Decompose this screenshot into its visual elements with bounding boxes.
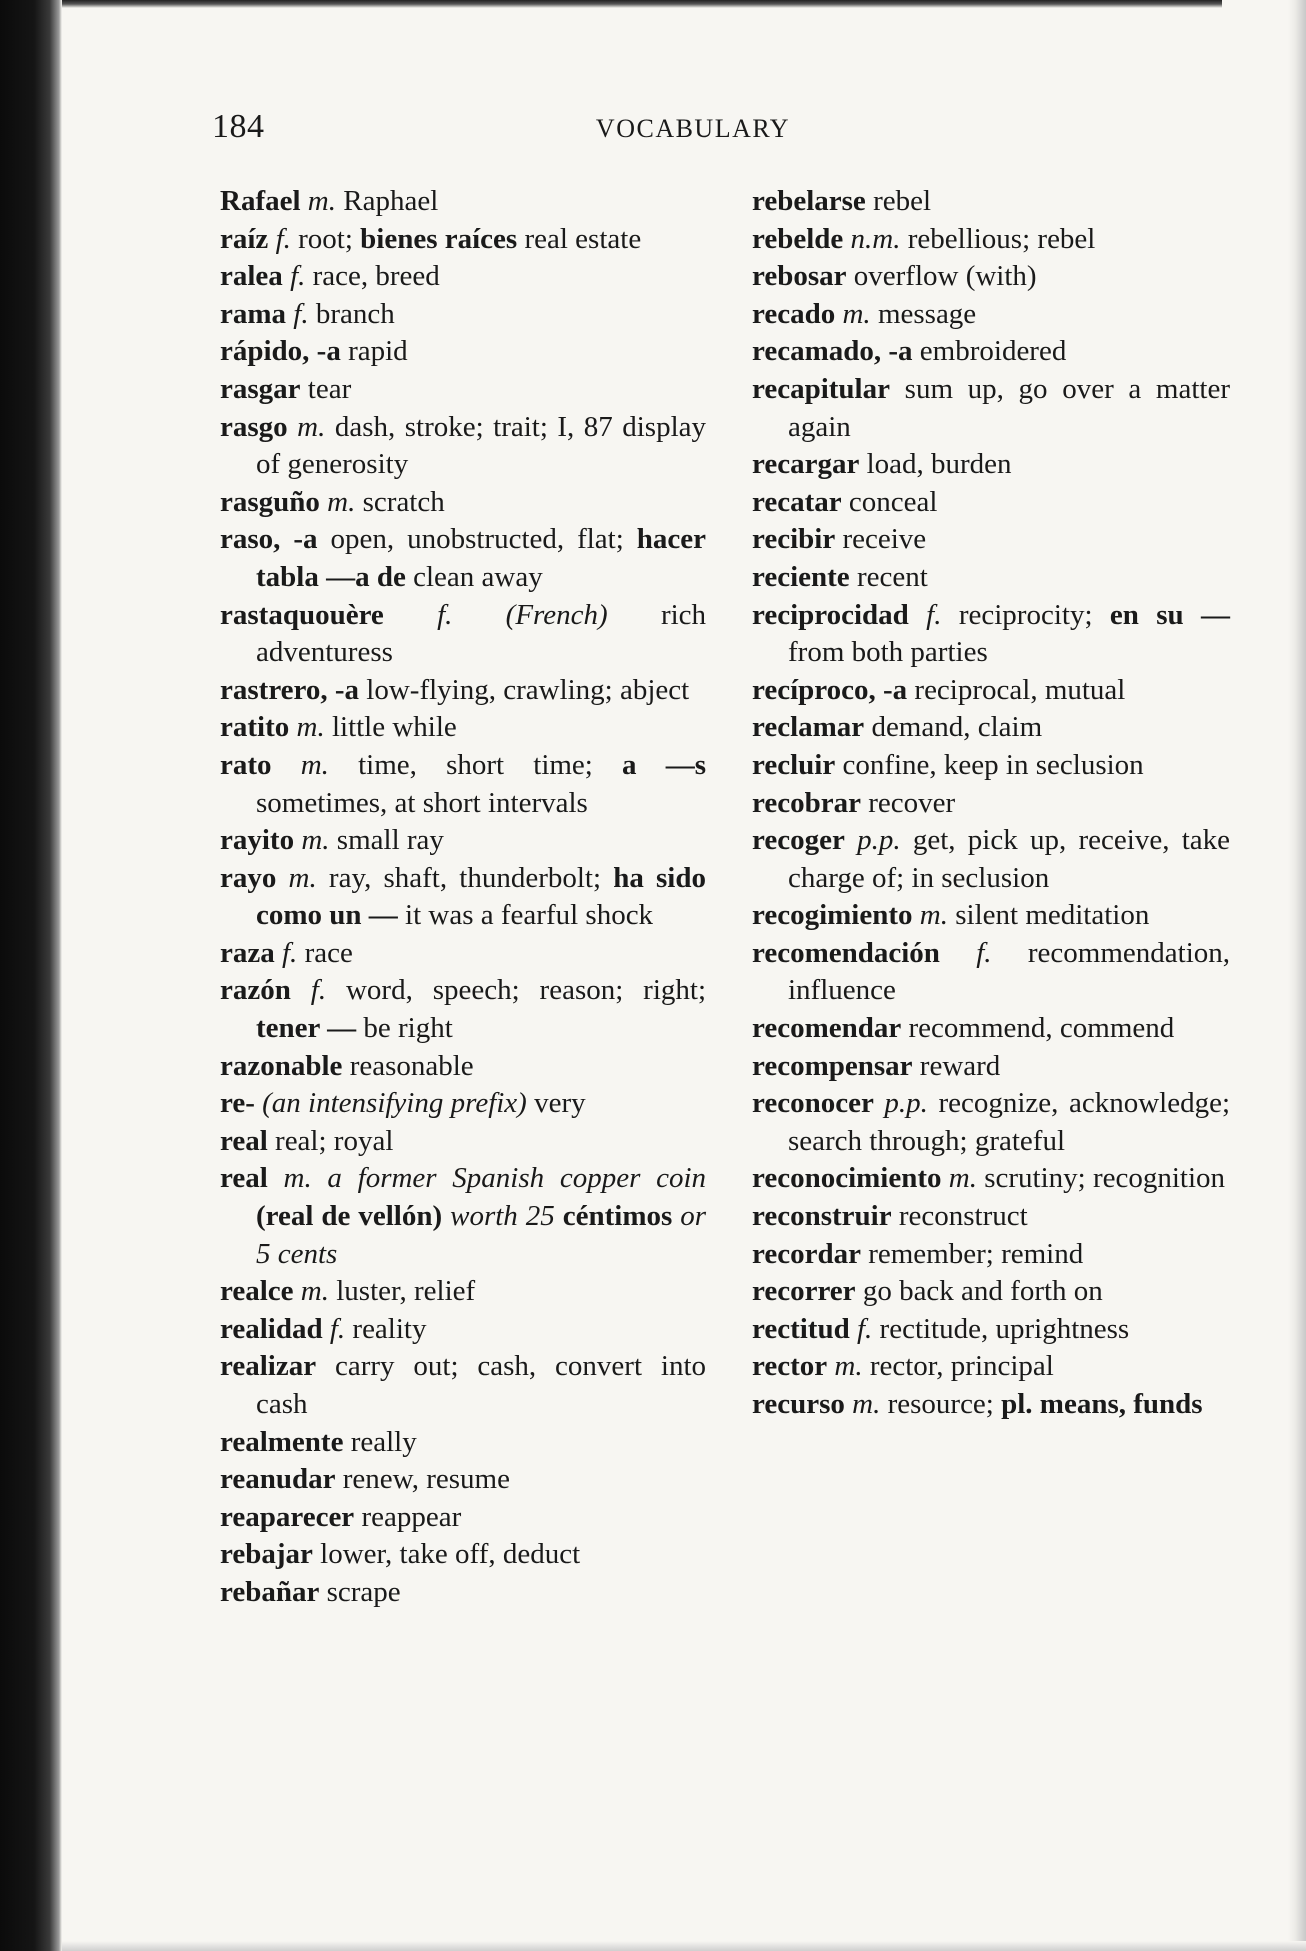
grammar-label: m. [300, 1275, 329, 1308]
dictionary-entry [220, 1499, 706, 1537]
grammar-label: m. [301, 824, 330, 857]
dictionary-entry [752, 258, 1230, 296]
headword: rebelde [752, 222, 844, 255]
dictionary-entry [220, 371, 706, 409]
grammar-label: f. [275, 222, 291, 255]
dictionary-entry [752, 559, 1230, 597]
headword: real [220, 1162, 268, 1195]
bold-phrase: a —s [622, 748, 707, 781]
dictionary-entry [220, 1273, 706, 1311]
dictionary-entry [220, 1085, 706, 1123]
definition: resource; [887, 1388, 994, 1420]
definition: get, pick up, receive, take charge of; [788, 824, 1231, 894]
dictionary-entry [220, 1574, 706, 1612]
headword: raso, -a [220, 523, 318, 556]
headword: recurso [752, 1388, 845, 1420]
headword: recomendación [752, 936, 940, 969]
definition: rector, principal [869, 1350, 1054, 1383]
dictionary-entry [220, 1311, 706, 1349]
headword: ralea [220, 260, 283, 293]
headword: rato [220, 748, 272, 781]
dictionary-entry [752, 1273, 1230, 1311]
headword: rama [220, 297, 287, 330]
italic-note: worth 25 [450, 1200, 555, 1233]
dictionary-entry [752, 709, 1230, 747]
definition: receive [842, 523, 927, 556]
dictionary-entry [752, 785, 1230, 823]
bold-phrase: (real de vellón) [256, 1200, 443, 1233]
definition: reconstruct [898, 1200, 1028, 1233]
grammar-label: m. [919, 899, 948, 932]
definition: real; royal [275, 1124, 394, 1157]
scan-shadow-top [62, 0, 1222, 8]
headword: recorrer [752, 1275, 856, 1308]
grammar-label: f. [437, 598, 453, 631]
definition: reappear [361, 1500, 462, 1533]
headword: recado [752, 297, 836, 330]
dictionary-entry [220, 972, 706, 1047]
definition: low-flying, crawling; abject [366, 673, 690, 706]
headword: recompensar [752, 1049, 913, 1082]
definition: remember; remind [868, 1237, 1084, 1270]
dictionary-entry [220, 672, 706, 710]
running-head: VOCABULARY [595, 114, 791, 143]
definition: scratch [362, 485, 445, 518]
headword: ratito [220, 711, 290, 744]
headword: rasgar [220, 372, 301, 405]
bold-phrase: tener — [256, 1012, 357, 1045]
grammar-label: m. [834, 1350, 863, 1383]
scan-shadow-bottom [62, 1941, 1306, 1951]
headword: rápido, -a [220, 335, 341, 368]
definition: embroidered [919, 335, 1067, 368]
headword: reconstruir [752, 1200, 892, 1233]
definition: scrape [326, 1575, 401, 1608]
headword: realizar [220, 1350, 317, 1383]
phrase-translation: real estate [524, 222, 642, 255]
dictionary-entry [220, 1461, 706, 1499]
headword: re- [220, 1087, 255, 1120]
bold-phrase: bienes raíces [360, 222, 518, 255]
definition: reward [919, 1049, 1001, 1082]
right-column [752, 183, 1230, 1424]
headword: recatar [752, 485, 842, 518]
headword: recíproco, -a [752, 673, 908, 706]
definition: recent [856, 560, 928, 593]
dictionary-entry [752, 597, 1230, 672]
definition: sum up, go over a matter again [788, 372, 1230, 443]
bold-phrase: céntimos [562, 1200, 673, 1233]
dictionary-entry [752, 296, 1230, 334]
phrase-translation: sometimes, at short intervals [256, 786, 588, 819]
dictionary-entry [220, 1160, 706, 1273]
dictionary-entry [752, 371, 1230, 446]
italic-note: n.m. [850, 222, 901, 255]
italic-note: (an intensifying prefix) [262, 1087, 527, 1120]
phrase-translation: grateful [974, 1124, 1066, 1157]
grammar-label: f. [293, 297, 309, 330]
definition: overflow (with) [853, 260, 1037, 293]
dictionary-entry [220, 1123, 706, 1161]
phrase-translation: rebel [1037, 222, 1096, 255]
definition: very [534, 1087, 586, 1120]
definition: lower, take off, deduct [320, 1538, 581, 1571]
bold-phrase: en su — [1109, 598, 1231, 631]
headword: recordar [752, 1237, 861, 1270]
definition: recover [868, 786, 956, 819]
dictionary-entry [752, 446, 1230, 484]
headword: rayito [220, 824, 295, 857]
dictionary-entry [752, 183, 1230, 221]
grammar-label: f. [856, 1312, 873, 1345]
headword: reclamar [752, 711, 865, 744]
dictionary-entry [752, 1386, 1230, 1424]
grammar-label: m. [300, 748, 329, 781]
grammar-label: f. [282, 936, 298, 969]
scan-shadow-left [0, 0, 62, 1951]
dictionary-entry [220, 597, 706, 672]
bold-phrase: ha sido como un — [256, 861, 706, 932]
headword: recargar [752, 448, 860, 481]
headword: recobrar [752, 786, 861, 819]
definition: confine, keep in seclusion [842, 748, 1144, 781]
grammar-label: m. [327, 485, 356, 518]
definition: really [350, 1425, 417, 1458]
dictionary-entry [220, 1424, 706, 1462]
dictionary-entry [752, 221, 1230, 259]
headword: rasguño [220, 485, 320, 518]
dictionary-entry [752, 521, 1230, 559]
definition: small ray [336, 824, 444, 857]
headword: recibir [752, 523, 836, 556]
phrase-translation: it was a fearful shock [405, 899, 654, 932]
bold-phrase: pl. means, funds [1001, 1388, 1203, 1420]
headword: recogimiento [752, 899, 913, 932]
dictionary-entry [220, 521, 706, 596]
dictionary-entry [752, 1236, 1230, 1274]
definition: scrutiny; recognition [984, 1162, 1226, 1195]
dictionary-entry [752, 1010, 1230, 1048]
definition: time, short time; [358, 748, 593, 781]
headword: realidad [220, 1312, 323, 1345]
dictionary-entry [220, 1348, 706, 1423]
definition: recommendation, influence [788, 936, 1230, 1007]
grammar-label: f. [926, 598, 942, 631]
grammar-label: m. [283, 1162, 312, 1195]
definition: word, speech; reason; right; [345, 974, 707, 1007]
dictionary-entry [220, 221, 706, 259]
grammar-label: m. [307, 185, 336, 217]
headword: recapitular [752, 372, 890, 405]
definition: reality [352, 1312, 427, 1345]
definition: dash, stroke; trait; I, 87 display of generosity [256, 410, 707, 481]
headword: reciente [752, 560, 850, 593]
phrase-translation: from both parties [788, 636, 988, 669]
definition: tear [307, 372, 352, 405]
dictionary-entry [220, 935, 706, 973]
dictionary-entry [220, 747, 706, 822]
headword: rebosar [752, 260, 847, 293]
phrase-translation: in seclusion [911, 861, 1050, 894]
headword: raíz [220, 222, 269, 255]
definition: open, unobstructed, flat; [330, 523, 624, 556]
bold-phrase: hacer tabla —a de [256, 523, 707, 593]
dictionary-entry [752, 1048, 1230, 1086]
definition: silent meditation [955, 899, 1150, 932]
grammar-label: m. [288, 861, 317, 894]
headword: reciprocidad [752, 598, 909, 631]
definition: reciprocity; [958, 598, 1093, 631]
dictionary-entry [752, 672, 1230, 710]
phrase-translation: be right [363, 1012, 453, 1045]
grammar-label: m. [948, 1162, 977, 1195]
headword: rebajar [220, 1538, 313, 1571]
dictionary-entry [752, 1311, 1230, 1349]
headword: rayo [220, 861, 277, 894]
grammar-label: f. [310, 974, 327, 1007]
left-column [220, 183, 706, 1612]
headword: rastaquouère [220, 598, 384, 631]
headword: rebelarse [752, 185, 866, 217]
dictionary-entry [220, 860, 706, 935]
definition: rectitude, uprightness [879, 1312, 1130, 1345]
grammar-label: f. [329, 1312, 346, 1345]
definition: conceal [848, 485, 938, 518]
definition: ray, shaft, thunderbolt; [328, 861, 602, 894]
headword: raza [220, 936, 275, 969]
headword: razón [220, 974, 291, 1007]
dictionary-entry [220, 409, 706, 484]
dictionary-entry [752, 897, 1230, 935]
dictionary-entry [752, 1085, 1230, 1160]
dictionary-entry [220, 296, 706, 334]
headword: Rafael [220, 185, 301, 217]
phrase-translation: clean away [413, 560, 543, 593]
grammar-label: m. [296, 711, 325, 744]
definition: renew, resume [342, 1463, 510, 1496]
definition: little while [331, 711, 457, 744]
headword: razonable [220, 1049, 343, 1082]
headword: reanudar [220, 1463, 336, 1496]
headword: rector [752, 1350, 828, 1383]
dictionary-entry [752, 1160, 1230, 1198]
definition: carry out; cash, convert into cash [256, 1350, 707, 1420]
headword: rectitud [752, 1312, 850, 1345]
headword: recoger [752, 824, 845, 857]
dictionary-entry [752, 1348, 1230, 1386]
dictionary-entry [220, 183, 706, 221]
dictionary-entry [220, 1048, 706, 1086]
italic-note: p.p. [884, 1087, 928, 1120]
dictionary-entry [752, 1198, 1230, 1236]
definition: load, burden [866, 448, 1012, 481]
italic-note: p.p. [857, 824, 901, 857]
page-number: 184 [212, 108, 265, 145]
headword: realce [220, 1275, 294, 1308]
italic-note: or 5 cents [256, 1200, 707, 1270]
headword: reconocer [752, 1087, 874, 1120]
definition: rebel [873, 185, 932, 217]
definition: go back and forth on [862, 1275, 1103, 1308]
dictionary-entry [220, 258, 706, 296]
grammar-label: m. [852, 1388, 881, 1420]
dictionary-entry [752, 747, 1230, 785]
definition: rich adventuress [256, 598, 707, 669]
headword: realmente [220, 1425, 344, 1458]
italic-note: a former Spanish copper coin [327, 1162, 707, 1195]
italic-note: (French) [505, 598, 608, 631]
headword: recluir [752, 748, 836, 781]
definition: recognize, acknowledge; search through; [788, 1087, 1231, 1157]
definition: reciprocal, mutual [914, 673, 1126, 706]
dictionary-entry [752, 333, 1230, 371]
definition: recommend, commend [908, 1012, 1175, 1045]
headword: real [220, 1124, 268, 1157]
definition: branch [315, 297, 395, 330]
definition: rapid [348, 335, 408, 368]
headword: rebañar [220, 1575, 320, 1608]
definition: demand, claim [871, 711, 1043, 744]
grammar-label: m. [297, 410, 326, 443]
headword: rasgo [220, 410, 288, 443]
headword: rastrero, -a [220, 673, 360, 706]
headword: recamado, -a [752, 335, 913, 368]
scan-shadow-right [1288, 0, 1306, 1951]
grammar-label: f. [290, 260, 306, 293]
dictionary-entry [220, 822, 706, 860]
headword: reaparecer [220, 1500, 355, 1533]
dictionary-entry [752, 484, 1230, 522]
dictionary-entry [220, 709, 706, 747]
grammar-label: f. [976, 936, 992, 969]
dictionary-entry [220, 484, 706, 522]
definition: message [877, 297, 977, 330]
definition: Raphael [343, 185, 439, 217]
definition: reasonable [349, 1049, 474, 1082]
definition: race [304, 936, 353, 969]
headword: reconocimiento [752, 1162, 942, 1195]
grammar-label: m. [842, 297, 871, 330]
dictionary-entry [220, 333, 706, 371]
definition: root; [298, 222, 353, 255]
dictionary-entry [220, 1536, 706, 1574]
definition: race, breed [312, 260, 440, 293]
dictionary-entry [752, 935, 1230, 1010]
dictionary-entry [752, 822, 1230, 897]
definition: luster, relief [336, 1275, 476, 1308]
definition: rebellious; [907, 222, 1031, 255]
headword: recomendar [752, 1012, 902, 1045]
